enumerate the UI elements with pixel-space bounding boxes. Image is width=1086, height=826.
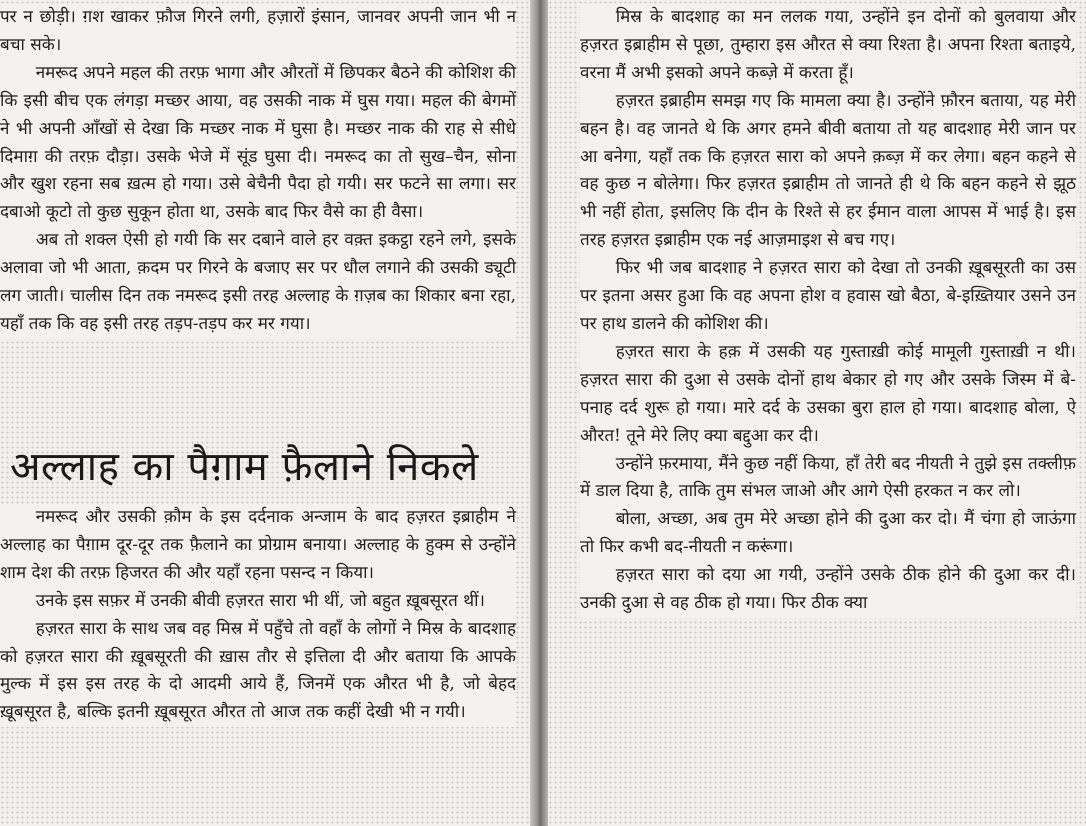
- left-page: [0, 0, 530, 826]
- paragraph: हज़रत सारा को दया आ गयी, उन्होंने उसके ठीक होने की दुआ कर दी। उनकी दुआ से वह ठीक हो गया। फिर ठीक क्या: [580, 565, 1076, 614]
- book-gutter: [530, 0, 548, 826]
- left-bottom-text: [0, 504, 516, 727]
- paragraph: पर न छोड़ी। ग़श खाकर फ़ौज गिरने लगी, हज़ारों इंसान, जानवर अपनी जान भी न बचा सके।: [0, 7, 516, 55]
- paragraph: हज़रत सारा के साथ जब वह मिस्र में पहुँचे तो वहाँ के लोगों ने मिस्र के बादशाह को हज़रत सारा की ख़ूबसूरती की ख़ास तौर से इत्तिला दी और बताया कि आपके मुल्क में इस इस तरह के दो आदमी आये हैं, जिनमें एक औरत भी है, जो बेहद ख़ूबसूरत है, बल्कि इतनी ख़ूबसूरत औरत तो आज तक कहीं देखी भी न गयी।: [0, 618, 516, 723]
- right-text: [580, 4, 1076, 618]
- paragraph: मिस्र के बादशाह का मन ललक गया, उन्होंने इन दोनों को बुलवाया और हज़रत इब्राहीम से पूछा, तुम्हारा इस औरत से क्या रिश्ता है। अपना रिश्ता बताइये, वरना मैं अभी इसको अपने कब्ज़े में करता हूँ।: [580, 7, 1076, 83]
- paragraph: उन्होंने फ़रमाया, मैंने कुछ नहीं किया, हाँ तेरी बद नीयती ने तुझे इस तक्लीफ़ में डाल दिया है, ताकि तुम संभल जाओ और आगे ऐसी हरकत न कर लो।: [580, 453, 1076, 502]
- paragraph: नमरूद और उसकी क़ौम के इस दर्दनाक अन्जाम के बाद हज़रत इब्राहीम ने अल्लाह का पैग़ाम दूर-दूर तक फ़ैलाने का प्रोग्राम बनाया। अल्लाह के हुक्म से उन्होंने शाम देश की तरफ़ हिजरत की और यहाँ रहना पसन्द न किया।: [0, 507, 516, 583]
- paragraph: नमरूद अपने महल की तरफ़ भागा और औरतों में छिपकर बैठने की कोशिश की कि इसी बीच एक लंगड़ा मच्छर आया, वह उसकी नाक में घुस गया। महल की बेगमों ने भी अपनी आँखों से देखा कि मच्छर नाक में घुसा है। मच्छर नाक की राह से सीधे दिमाग़ की तरफ़ दौड़ा। उसके भेजे में सूंड घुसा दी। नमरूद का तो सुख–चैन, सोना और खुश रहना सब ख़त्म हो गया। उसे बेचैनी पैदा हो गयी। सर फटने सा लगा। सर दबाओ कूटो तो कुछ सुकून होता था, उसके बाद फिर वैसे का ही वैसा।: [0, 62, 517, 223]
- paragraph: हज़रत सारा के हक़ में उसकी यह गुस्ताख़ी कोई मामूली गुस्ताख़ी न थी। हज़रत सारा की दुआ से उसके दोनों हाथ बेकार हो गए और उसके जिस्म में बे-पनाह दर्द शुरू हो गया। मारे दर्द के उसका बुरा हाल हो गया। बादशाह बोला, ऐ औरत! तूने मेरे लिए क्या बद्दुआ कर दी।: [580, 341, 1076, 446]
- section-heading: अल्लाह का पैग़ाम फ़ैलाने निकले: [10, 444, 479, 490]
- paragraph: फिर भी जब बादशाह ने हज़रत सारा को देखा तो उनकी ख़ूबसूरती का उस पर इतना असर हुआ कि वह अपना होश व हवास खो बैठा, बे-इख़्तियार उसने उन पर हाथ डालने की कोशिश की।: [580, 258, 1076, 334]
- paragraph: हज़रत इब्राहीम समझ गए कि मामला क्या है। उन्होंने फ़ौरन बताया, यह मेरी बहन है। वह जानते थे कि अगर हमने बीवी बताया तो यह बादशाह मेरी जान पर आ बनेगा, यहाँ तक कि हज़रत सारा को अपने क़ब्ज़ में कर लेगा। बहन कहने से वह कुछ न बोलेगा। फिर हज़रत इब्राहीम तो जानते ही थे कि बहन कहने से झूठ भी नहीं होता, इसलिए कि दीन के रिश्ते से हर ईमान वाला आपस में भाई है। इस तरह हज़रत इब्राहीम एक नई आज़माइश से बच गए।: [580, 90, 1076, 251]
- paragraph: उनके इस सफ़र में उनकी बीवी हज़रत सारा भी थीं, जो बहुत ख़ूबसूरत थीं।: [35, 590, 485, 611]
- left-top-text: [0, 4, 516, 339]
- paragraph: अब तो शक्ल ऐसी हो गयी कि सर दबाने वाले हर वक़्त इकट्ठा रहने लगे, इसके अलावा जो भी आता, क़दम पर गिरने के बजाए सर पर धौल लगाने की उसकी ड्यूटी लग जाती। चालीस दिन तक नमरूद इसी तरह अल्लाह के ग़ज़ब का शिकार बना रहा, यहाँ तक कि वह इसी तरह तड़प-तड़प कर मर गया।: [0, 230, 516, 334]
- paragraph: बोला, अच्छा, अब तुम मेरे अच्छा होने की दुआ कर दो। मैं चंगा हो जाऊंगा तो फिर कभी बद-नीयती न करूंगा।: [580, 509, 1076, 558]
- right-page: [548, 0, 1086, 826]
